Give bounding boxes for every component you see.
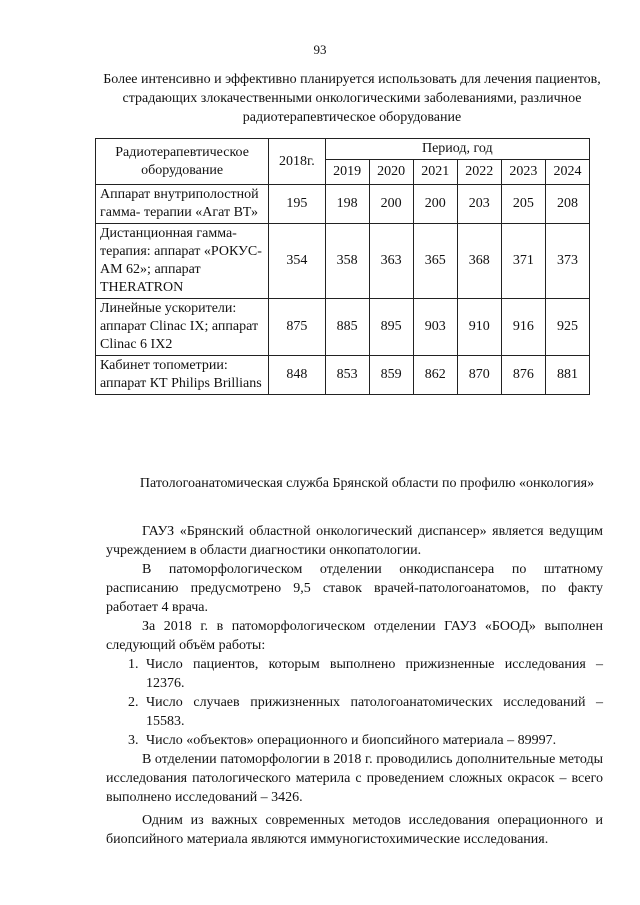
year-header: 2024: [545, 160, 589, 185]
base-year-header: 2018г.: [269, 139, 325, 185]
equipment-name: Аппарат внутриполостной гамма- терапии «Агат ВТ»: [96, 185, 269, 224]
table-row: [96, 356, 590, 395]
year-header: 2021: [413, 160, 457, 185]
year-value: 371: [501, 224, 545, 299]
list-item: 3. Число «объектов» операционного и биопсийного материала – 89997.: [142, 731, 603, 750]
year-header: 2019: [325, 160, 369, 185]
equipment-name: Линейные ускорители: аппарат Clinac IX; аппарат Clinac 6 IX2: [96, 299, 269, 356]
base-value: 195: [269, 185, 325, 224]
base-value: 848: [269, 356, 325, 395]
list-item: 2. Число случаев прижизненных патологоанатомических исследований – 15583.: [142, 693, 603, 731]
year-header: 2023: [501, 160, 545, 185]
year-value: 205: [501, 185, 545, 224]
year-value: 200: [413, 185, 457, 224]
year-value: 365: [413, 224, 457, 299]
year-value: 925: [545, 299, 589, 356]
year-value: 200: [369, 185, 413, 224]
table-row: [96, 224, 590, 299]
year-value: 208: [545, 185, 589, 224]
year-value: 916: [501, 299, 545, 356]
year-value: 853: [325, 356, 369, 395]
section-title: Патологоанатомическая служба Брянской области по профилю «онкология»: [139, 476, 595, 491]
year-value: 903: [413, 299, 457, 356]
year-value: 895: [369, 299, 413, 356]
work-volume-list: [106, 655, 603, 750]
table-row: [96, 185, 590, 224]
year-value: 368: [457, 224, 501, 299]
paragraph: ГАУЗ «Брянский областной онкологический диспансер» является ведущим учреждением в области диагностики онкопатологии.: [106, 524, 603, 558]
body-text: [106, 522, 603, 849]
intro-text: Более интенсивно и эффективно планируется использовать для лечения пациентов, страдающих злокачественными онкологическими заболеваниями, различное радиотерапевтическое оборудование: [103, 72, 601, 125]
year-value: 862: [413, 356, 457, 395]
year-value: 859: [369, 356, 413, 395]
year-value: 876: [501, 356, 545, 395]
paragraph: В отделении патоморфологии в 2018 г. проводились дополнительные методы исследования патологического материла с проведением сложных окрасок – всего выполнено исследований – 3426.: [106, 752, 603, 805]
year-header: 2020: [369, 160, 413, 185]
equipment-name: Дистанционная гамма-терапия: аппарат «РОКУС-АМ 62»; аппарат THERATRON: [96, 224, 269, 299]
list-item: 1. Число пациентов, которым выполнено прижизненные исследования – 12376.: [142, 655, 603, 693]
base-value: 354: [269, 224, 325, 299]
period-header: Период, год: [325, 139, 589, 160]
equipment-name: Кабинет топометрии: аппарат КТ Philips Brillians: [96, 356, 269, 395]
year-value: 885: [325, 299, 369, 356]
year-value: 910: [457, 299, 501, 356]
table-row: [96, 299, 590, 356]
equipment-column-header: Радиотерапевтическое оборудование: [96, 139, 269, 185]
base-value: 875: [269, 299, 325, 356]
year-value: 870: [457, 356, 501, 395]
equipment-table: [95, 138, 590, 395]
year-value: 363: [369, 224, 413, 299]
year-value: 881: [545, 356, 589, 395]
page-number: 93: [313, 42, 327, 57]
paragraph: За 2018 г. в патоморфологическом отделении ГАУЗ «БООД» выполнен следующий объём работы:: [106, 619, 603, 653]
paragraph: Одним из важных современных методов исследования операционного и биопсийного материала являются иммуногистохимические исследования.: [106, 813, 603, 847]
year-value: 203: [457, 185, 501, 224]
year-value: 373: [545, 224, 589, 299]
paragraph: В патоморфологическом отделении онкодиспансера по штатному расписанию предусмотрено 9,5 ставок врачей-патологоанатомов, по факту работает 4 врача.: [106, 562, 603, 615]
table-header-row: [96, 139, 590, 160]
year-value: 198: [325, 185, 369, 224]
year-value: 358: [325, 224, 369, 299]
year-header: 2022: [457, 160, 501, 185]
